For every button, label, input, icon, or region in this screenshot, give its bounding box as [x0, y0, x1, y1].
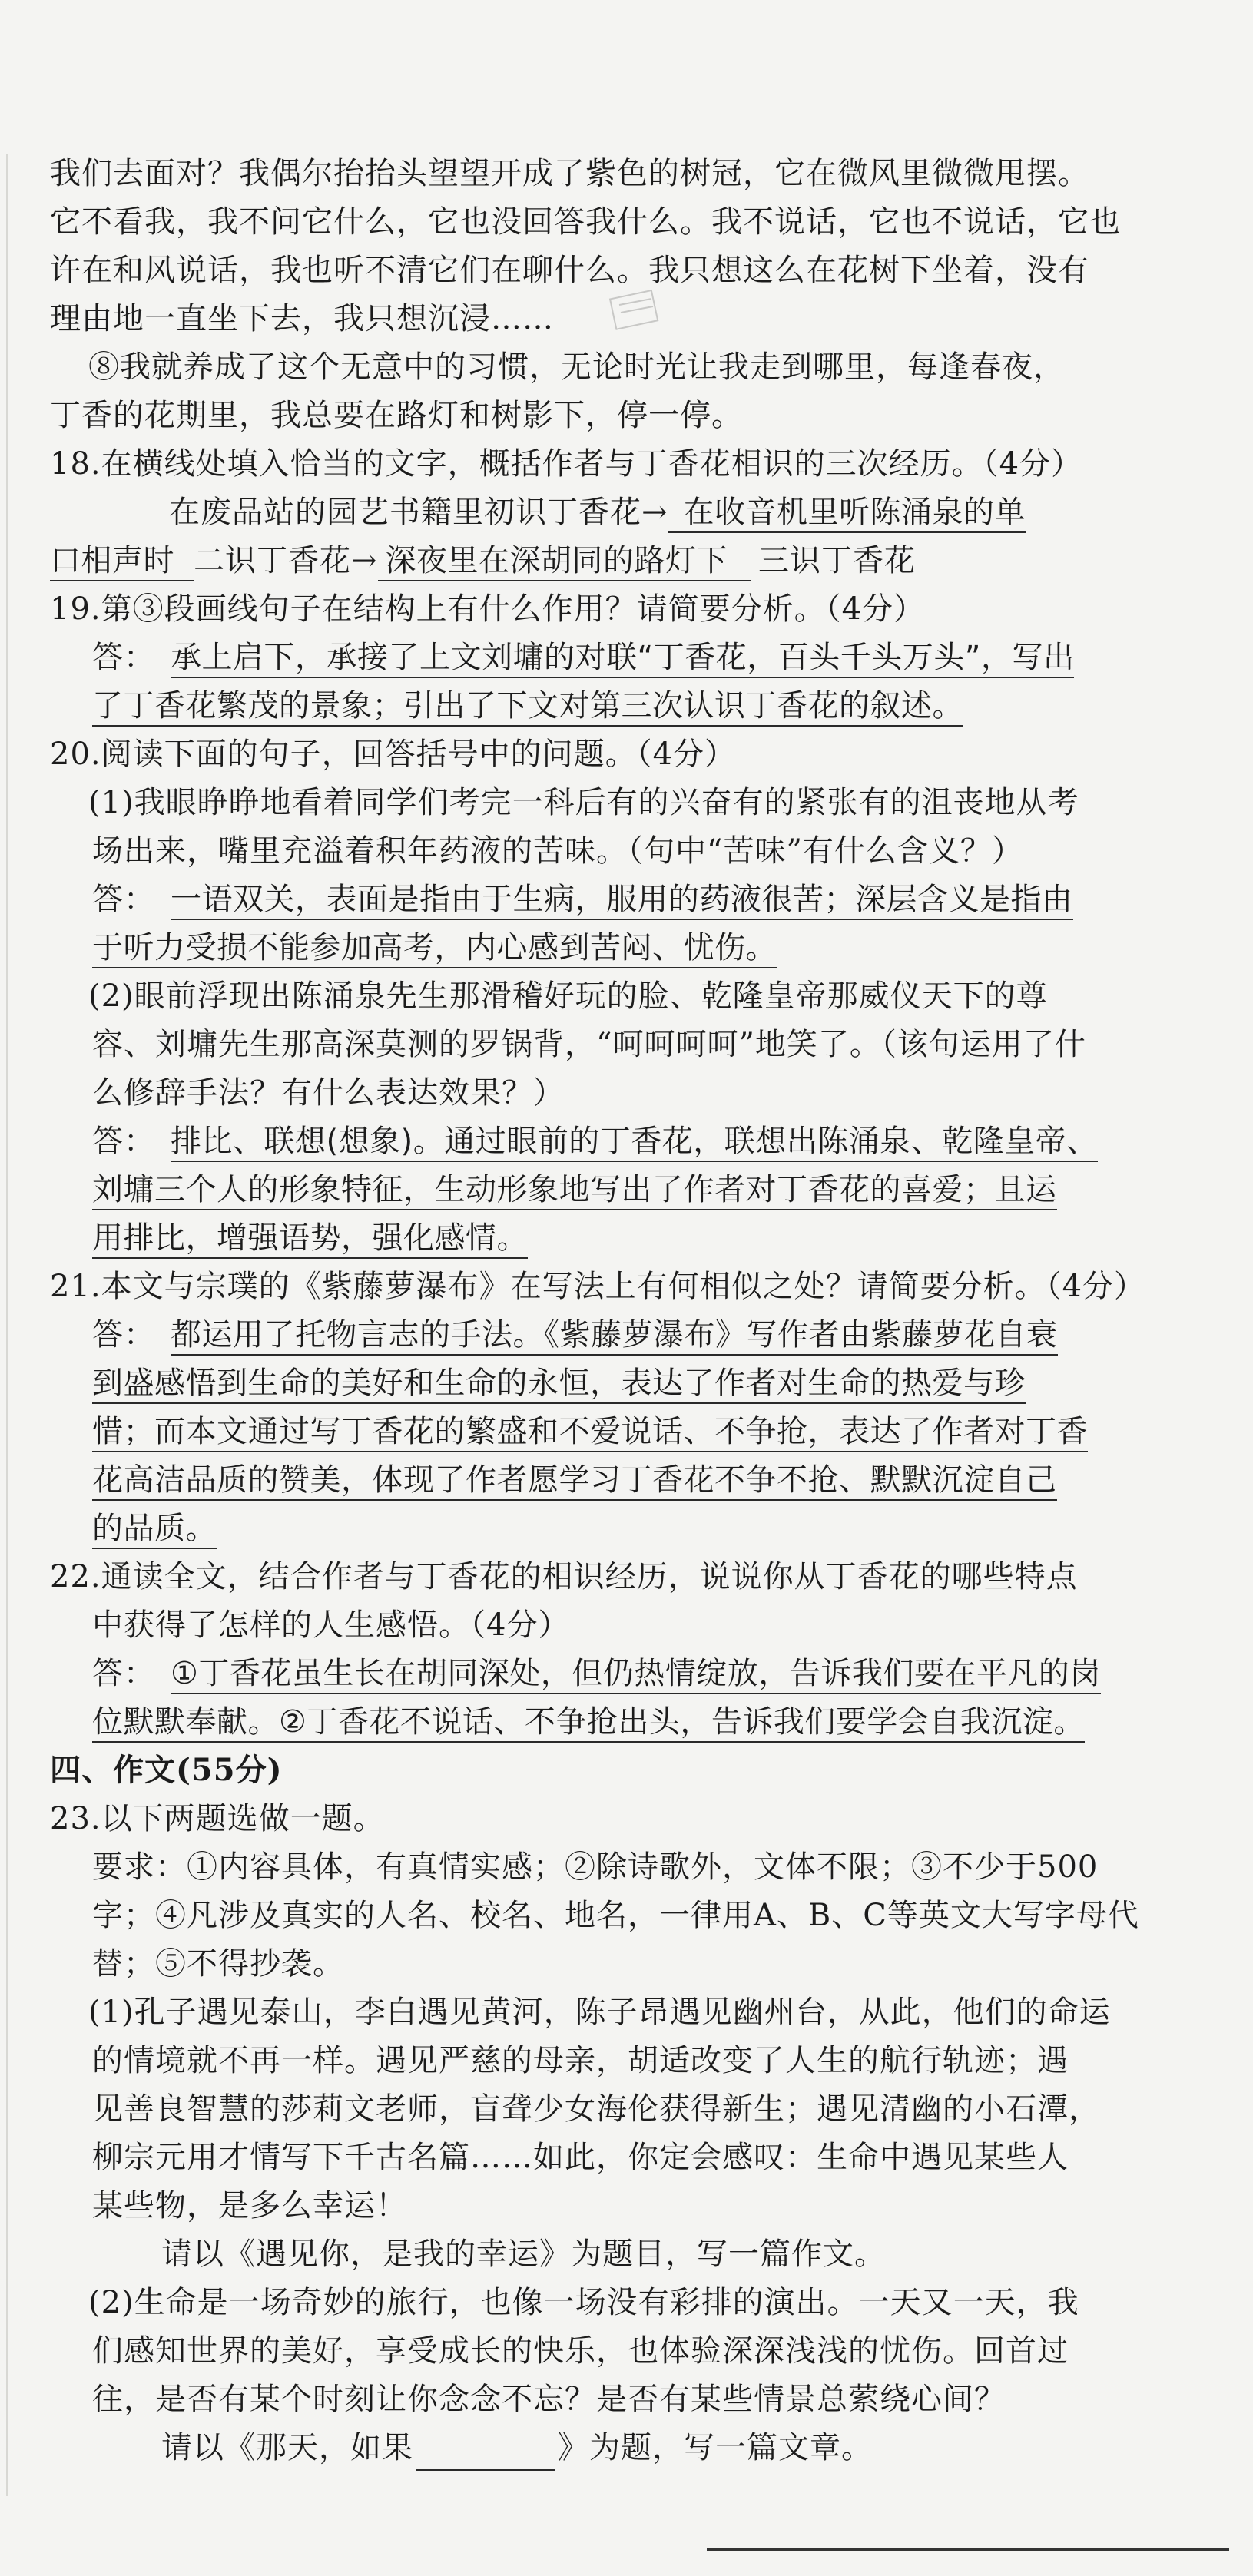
q20-stem: 20.阅读下面的句子，回答括号中的问题。（4分） — [50, 737, 737, 772]
q18-part2: 二识丁香花→ — [194, 543, 378, 578]
answer-label: 答： — [92, 640, 155, 675]
q20-answer: 用排比，增强语势，强化感情。 — [92, 1220, 528, 1259]
prompt-2-task-pre: 请以《那天，如果 — [161, 2430, 413, 2465]
q19-answer: 了丁香花繁茂的景象；引出了下文对第三次认识丁香花的叙述。 — [92, 688, 963, 727]
answer-label: 答： — [92, 882, 155, 917]
essay-requirements: 字；④凡涉及真实的人名、校名、地名，一律用A、B、C等英文大写字母代 — [92, 1898, 1139, 1933]
q18-stem: 18.在横线处填入恰当的文字，概括作者与丁香花相识的三次经历。（4分） — [50, 446, 1083, 482]
q21-stem: 21.本文与宗璞的《紫藤萝瀑布》在写法上有何相似之处？请简要分析。（4分） — [50, 1269, 1146, 1304]
prompt-1-text: 的情境就不再一样。遇见严慈的母亲，胡适改变了人生的航行轨迹；遇 — [92, 2043, 1069, 2078]
section-heading: 四、作文(55分) — [50, 1752, 283, 1788]
q18-answer-1a: 在收音机里听陈涌泉的单 — [668, 495, 1026, 533]
q18-answer-1b: 口相声时 — [50, 543, 194, 581]
passage-line: 理由地一直坐下去，我只想沉浸…… — [50, 301, 554, 336]
prompt-1-text: (1)孔子遇见泰山，李白遇见黄河，陈子昂遇见幽州台，从此，他们的命运 — [88, 1995, 1111, 2030]
q20-answer-line — [92, 1215, 528, 1261]
q19-stem: 19.第③段画线句子在结构上有什么作用？请简要分析。（4分） — [50, 591, 926, 627]
prompt-2-text: 往，是否有某个时刻让你念念不忘？是否有某些情景总萦绕心间？ — [92, 2382, 1006, 2417]
q22-stem: 中获得了怎样的人生感悟。（4分） — [92, 1608, 570, 1643]
footer-rule — [707, 2548, 1229, 2551]
title-fill-blank — [416, 2439, 555, 2471]
q21-answer-line — [92, 1409, 1088, 1455]
q18-line2 — [50, 538, 916, 584]
prompt-2-task-post: 》为题，写一篇文章。 — [558, 2430, 873, 2465]
passage-line: 它不看我，我不问它什么，它也没回答我什么。我不说话，它也不说话，它也 — [50, 204, 1121, 240]
q20-sentence: 场出来，嘴里充溢着积年药液的苦味。（句中“苦味”有什么含义？） — [92, 833, 1023, 869]
passage-line: 我们去面对？我偶尔抬抬头望望开成了紫色的树冠，它在微风里微微甩摆。 — [50, 156, 1089, 191]
essay-requirements: 替；⑤不得抄袭。 — [92, 1946, 344, 1982]
q20-sentence: 容、刘墉先生那高深莫测的罗锅背，“呵呵呵呵”地笑了。（该句运用了什 — [92, 1027, 1086, 1062]
q21-answer: 都运用了托物言志的手法。《紫藤萝瀑布》写作者由紫藤萝花自衰 — [171, 1317, 1058, 1356]
q20-answer-line — [92, 876, 1073, 922]
q18-part3: 三识丁香花 — [758, 543, 917, 578]
q19-answer-line — [92, 683, 963, 729]
q23-stem: 23.以下两题选做一题。 — [50, 1801, 385, 1836]
q20-answer: 刘墉三个人的形象特征，生动形象地写出了作者对丁香花的喜爱；且运 — [92, 1172, 1057, 1210]
prompt-1-text: 某些物，是多么幸运！ — [92, 2188, 407, 2223]
q22-answer-line — [92, 1699, 1085, 1745]
q20-answer-line — [92, 1167, 1057, 1213]
page-margin-shadow — [6, 154, 8, 2496]
q20-answer-line — [92, 1118, 1098, 1164]
passage-line: 许在和风说话，我也听不清它们在聊什么。我只想这么在花树下坐着，没有 — [50, 253, 1089, 288]
passage-line: ⑧我就养成了这个无意中的习惯，无论时光让我走到哪里，每逢春夜， — [88, 349, 1065, 385]
prompt-1-text: 柳宗元用才情写下千古名篇……如此，你定会感叹：生命中遇见某些人 — [92, 2140, 1069, 2175]
q21-answer: 惜；而本文通过写丁香花的繁盛和不爱说话、不争抢，表达了作者对丁香 — [92, 1414, 1088, 1452]
q21-answer: 花高洁品质的赞美，体现了作者愿学习丁香花不争不抢、默默沉淀自己 — [92, 1462, 1057, 1501]
q22-answer: 位默默奉献。②丁香花不说话、不争抢出头，告诉我们要学会自我沉淀。 — [92, 1704, 1085, 1743]
prompt-1-task: 请以《遇见你，是我的幸运》为题目，写一篇作文。 — [161, 2237, 886, 2272]
faint-stamp-icon — [607, 288, 665, 334]
q18-answer-2: 深夜里在深胡同的路灯下 — [378, 543, 751, 581]
q21-answer-line — [92, 1312, 1058, 1358]
q21-answer-line — [92, 1505, 217, 1551]
q21-answer-line — [92, 1360, 1026, 1406]
q20-answer-line — [92, 925, 777, 971]
q21-answer: 的品质。 — [92, 1511, 217, 1549]
q20-sentence: (1)我眼睁睁地看着同学们考完一科后有的兴奋有的紧张有的沮丧地从考 — [88, 785, 1079, 820]
q20-sentence: 么修辞手法？有什么表达效果？） — [92, 1075, 565, 1111]
q19-answer: 承上启下，承接了上文刘墉的对联“丁香花，百头千头万头”，写出 — [171, 640, 1074, 678]
q22-answer-line — [92, 1651, 1101, 1697]
q21-answer: 到盛感悟到生命的美好和生命的永恒，表达了作者对生命的热爱与珍 — [92, 1366, 1026, 1404]
q21-answer-line — [92, 1457, 1057, 1503]
prompt-2-task — [161, 2425, 873, 2471]
q19-answer-line — [92, 634, 1074, 680]
prompt-2-text: 们感知世界的美好，享受成长的快乐，也体验深深浅浅的忧伤。回首过 — [92, 2333, 1069, 2369]
answer-label: 答： — [92, 1124, 155, 1159]
prompt-2-text: (2)生命是一场奇妙的旅行，也像一场没有彩排的演出。一天又一天，我 — [88, 2285, 1079, 2320]
q18-line1 — [169, 489, 1026, 535]
prompt-1-text: 见善良智慧的莎莉文老师，盲聋少女海伦获得新生；遇见清幽的小石潭， — [92, 2091, 1100, 2127]
q20-answer: 一语双关，表面是指由于生病，服用的药液很苦；深层含义是指由 — [171, 882, 1073, 920]
q20-sentence: (2)眼前浮现出陈涌泉先生那滑稽好玩的脸、乾隆皇帝那威仪天下的尊 — [88, 978, 1048, 1014]
passage-line: 丁香的花期里，我总要在路灯和树影下，停一停。 — [50, 398, 743, 433]
q20-answer: 于听力受损不能参加高考，内心感到苦闷、忧伤。 — [92, 930, 777, 968]
q22-stem: 22.通读全文，结合作者与丁香花的相识经历，说说你从丁香花的哪些特点 — [50, 1559, 1078, 1594]
essay-requirements: 要求：①内容具体，有真情实感；②除诗歌外，文体不限；③不少于500 — [92, 1849, 1099, 1885]
q22-answer: ①丁香花虽生长在胡同深处，但仍热情绽放，告诉我们要在平凡的岗 — [171, 1656, 1101, 1694]
answer-label: 答： — [92, 1317, 155, 1353]
q18-part1: 在废品站的园艺书籍里初识丁香花→ — [169, 495, 668, 530]
answer-label: 答： — [92, 1656, 155, 1691]
q20-answer: 排比、联想(想象)。通过眼前的丁香花，联想出陈涌泉、乾隆皇帝、 — [171, 1124, 1098, 1162]
